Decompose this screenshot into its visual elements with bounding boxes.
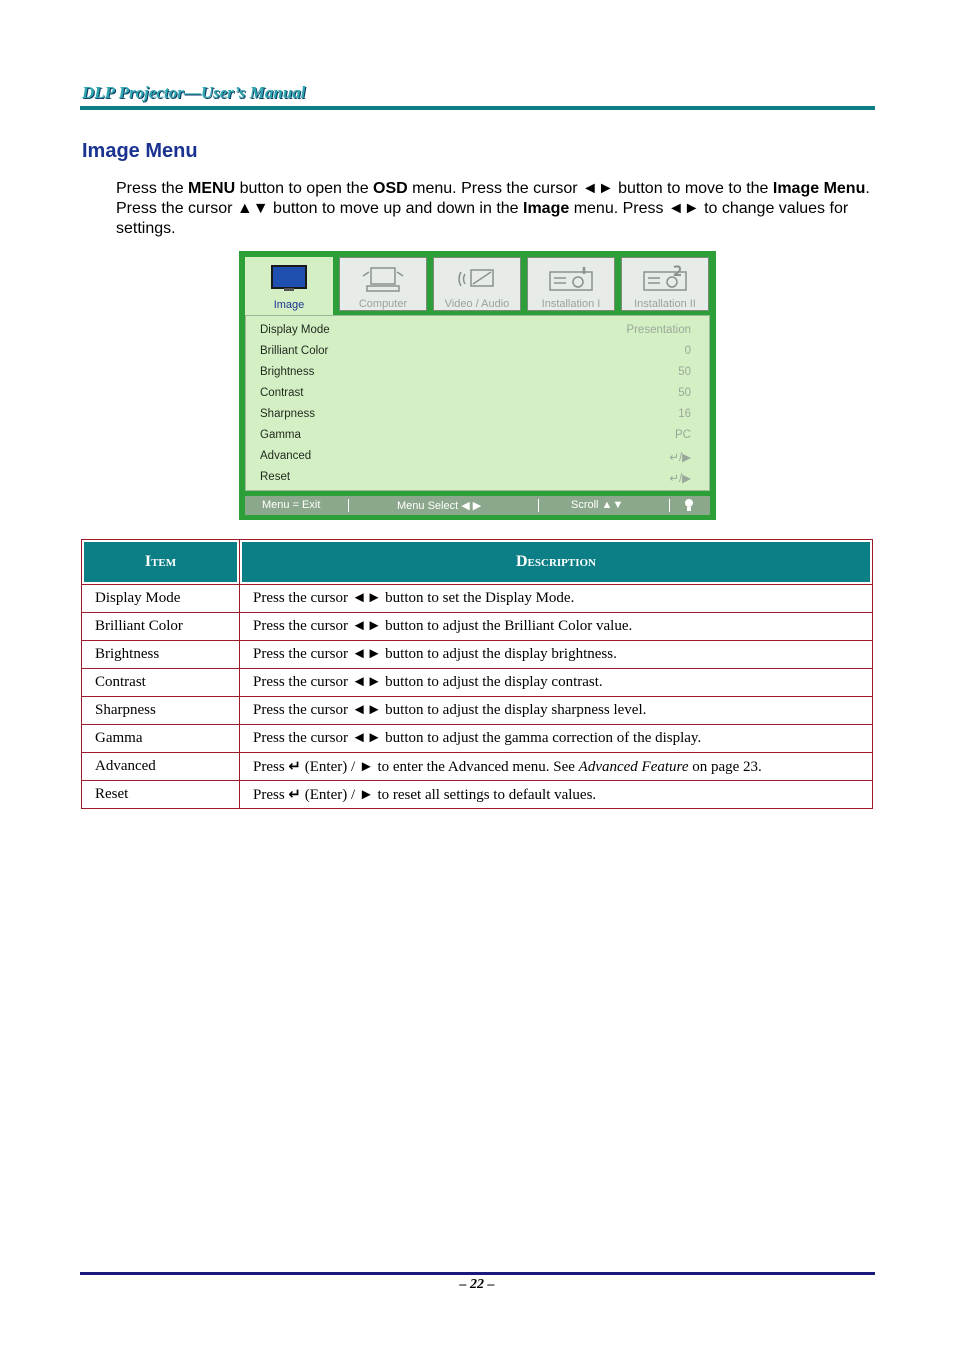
desc-text: (Enter) / ► to reset all settings to default values.: [301, 787, 597, 803]
osd-tab-label: Installation II: [634, 298, 696, 310]
intro-paragraph: [116, 179, 876, 239]
table-row: [82, 641, 873, 669]
header-rule: [80, 106, 875, 110]
intro-text: menu. Press ◄► to change values for settings.: [116, 200, 849, 237]
intro-bold: MENU: [188, 180, 236, 197]
osd-menu-screenshot: [239, 251, 716, 520]
table-desc-cell: Press the cursor ◄► button to adjust the Brilliant Color value.: [240, 613, 873, 641]
enter-key-icon: ↵: [288, 757, 301, 775]
osd-row-value: 50: [678, 366, 691, 378]
bulb-icon: [683, 498, 695, 515]
osd-tab-bar: [245, 257, 710, 313]
osd-help-divider: [538, 499, 539, 512]
intro-text: menu. Press the cursor ◄► button to move to the: [407, 180, 773, 197]
osd-row-label: Gamma: [260, 429, 301, 441]
table-row: [82, 585, 873, 613]
osd-help-divider: [348, 499, 349, 512]
osd-help-bar: [245, 496, 710, 515]
table-desc-cell: Press the cursor ◄► button to adjust the display sharpness level.: [240, 697, 873, 725]
table-row: [82, 613, 873, 641]
projector-1-icon: [546, 264, 596, 299]
table-item-cell: Advanced: [82, 753, 240, 781]
table-desc-cell: Press the cursor ◄► button to set the Display Mode.: [240, 585, 873, 613]
table-item-cell: Brightness: [82, 641, 240, 669]
osd-row-brightness[interactable]: [260, 363, 691, 383]
intro-bold: Image: [523, 200, 570, 217]
advanced-feature-reference: Advanced Feature: [578, 759, 689, 775]
osd-tab-video-audio[interactable]: [433, 257, 521, 311]
intro-text: button to open the: [235, 180, 374, 197]
section-title: Image Menu: [82, 140, 198, 162]
page-number: – 22 –: [459, 1277, 495, 1292]
table-desc-cell: Press the cursor ◄► button to adjust the gamma correction of the display.: [240, 725, 873, 753]
osd-row-label: Sharpness: [260, 408, 315, 420]
osd-row-value: 50: [678, 387, 691, 399]
intro-text: . Press the cursor ▲▼ button to move up and down in the: [116, 180, 870, 217]
table-item-cell: Display Mode: [82, 585, 240, 613]
desc-text: Press: [253, 787, 289, 803]
osd-tab-computer[interactable]: [339, 257, 427, 311]
osd-tab-image[interactable]: [245, 257, 333, 317]
monitor-icon: [270, 264, 308, 299]
video-audio-icon: [455, 264, 499, 299]
enter-key-icon: ↵: [288, 785, 301, 803]
osd-help-select: Menu Select ◀ ▶: [397, 500, 482, 512]
table-header-description: Description: [240, 540, 873, 585]
osd-row-label: Brilliant Color: [260, 345, 329, 357]
osd-tab-installation-2[interactable]: [621, 257, 709, 311]
osd-row-value: PC: [675, 429, 691, 441]
osd-row-value: ↵/▶: [669, 473, 691, 485]
osd-row-sharpness[interactable]: [260, 405, 691, 425]
osd-row-label: Advanced: [260, 450, 312, 462]
table-item-cell: Brilliant Color: [82, 613, 240, 641]
osd-tab-label: Image: [273, 299, 305, 311]
osd-row-brilliant-color[interactable]: [260, 342, 691, 362]
osd-menu-list: [245, 315, 710, 491]
osd-tab-label: Installation I: [541, 298, 601, 310]
table-row: [82, 669, 873, 697]
footer-rule: [80, 1272, 875, 1275]
table-desc-cell: Press the cursor ◄► button to adjust the display brightness.: [240, 641, 873, 669]
intro-bold: OSD: [373, 180, 408, 197]
osd-row-label: Display Mode: [260, 324, 330, 336]
desc-text: on page 23.: [688, 759, 762, 775]
projector-2-icon: [640, 264, 690, 299]
intro-bold: Image Menu: [772, 180, 866, 197]
osd-row-reset[interactable]: [260, 468, 691, 488]
table-desc-cell: [240, 781, 873, 809]
table-header-item: Item: [82, 540, 240, 585]
table-desc-cell: [240, 753, 873, 781]
osd-row-value: ↵/▶: [669, 452, 691, 464]
image-menu-table: [81, 539, 873, 809]
osd-row-value: Presentation: [626, 324, 691, 336]
table-item-cell: Contrast: [82, 669, 240, 697]
osd-row-contrast[interactable]: [260, 384, 691, 404]
osd-help-divider: [669, 499, 670, 512]
osd-row-advanced[interactable]: [260, 447, 691, 467]
osd-row-gamma[interactable]: [260, 426, 691, 446]
table-row: [82, 725, 873, 753]
osd-tab-label: Video / Audio: [444, 298, 510, 310]
osd-tab-installation-1[interactable]: [527, 257, 615, 311]
table-header-row: [82, 540, 873, 585]
osd-row-value: 0: [684, 345, 691, 357]
table-desc-cell: Press the cursor ◄► button to adjust the display contrast.: [240, 669, 873, 697]
desc-text: Press: [253, 759, 289, 775]
osd-tab-label: Computer: [358, 298, 408, 310]
table-row: [82, 753, 873, 781]
osd-help-exit: Menu = Exit: [262, 499, 321, 511]
table-item-cell: Gamma: [82, 725, 240, 753]
computer-icon: [361, 264, 405, 299]
osd-help-scroll: Scroll ▲▼: [571, 499, 624, 511]
table-row: [82, 781, 873, 809]
osd-row-value: 16: [678, 408, 691, 420]
osd-row-label: Contrast: [260, 387, 304, 399]
table-row: [82, 697, 873, 725]
osd-row-label: Brightness: [260, 366, 315, 378]
table-item-cell: Reset: [82, 781, 240, 809]
osd-row-display-mode[interactable]: [260, 321, 691, 341]
intro-text: Press the: [116, 180, 189, 197]
desc-text: (Enter) / ► to enter the Advanced menu. See: [301, 759, 579, 775]
table-item-cell: Sharpness: [82, 697, 240, 725]
manual-header-title: DLP Projector—User’s Manual: [82, 83, 306, 102]
osd-row-label: Reset: [260, 471, 291, 483]
